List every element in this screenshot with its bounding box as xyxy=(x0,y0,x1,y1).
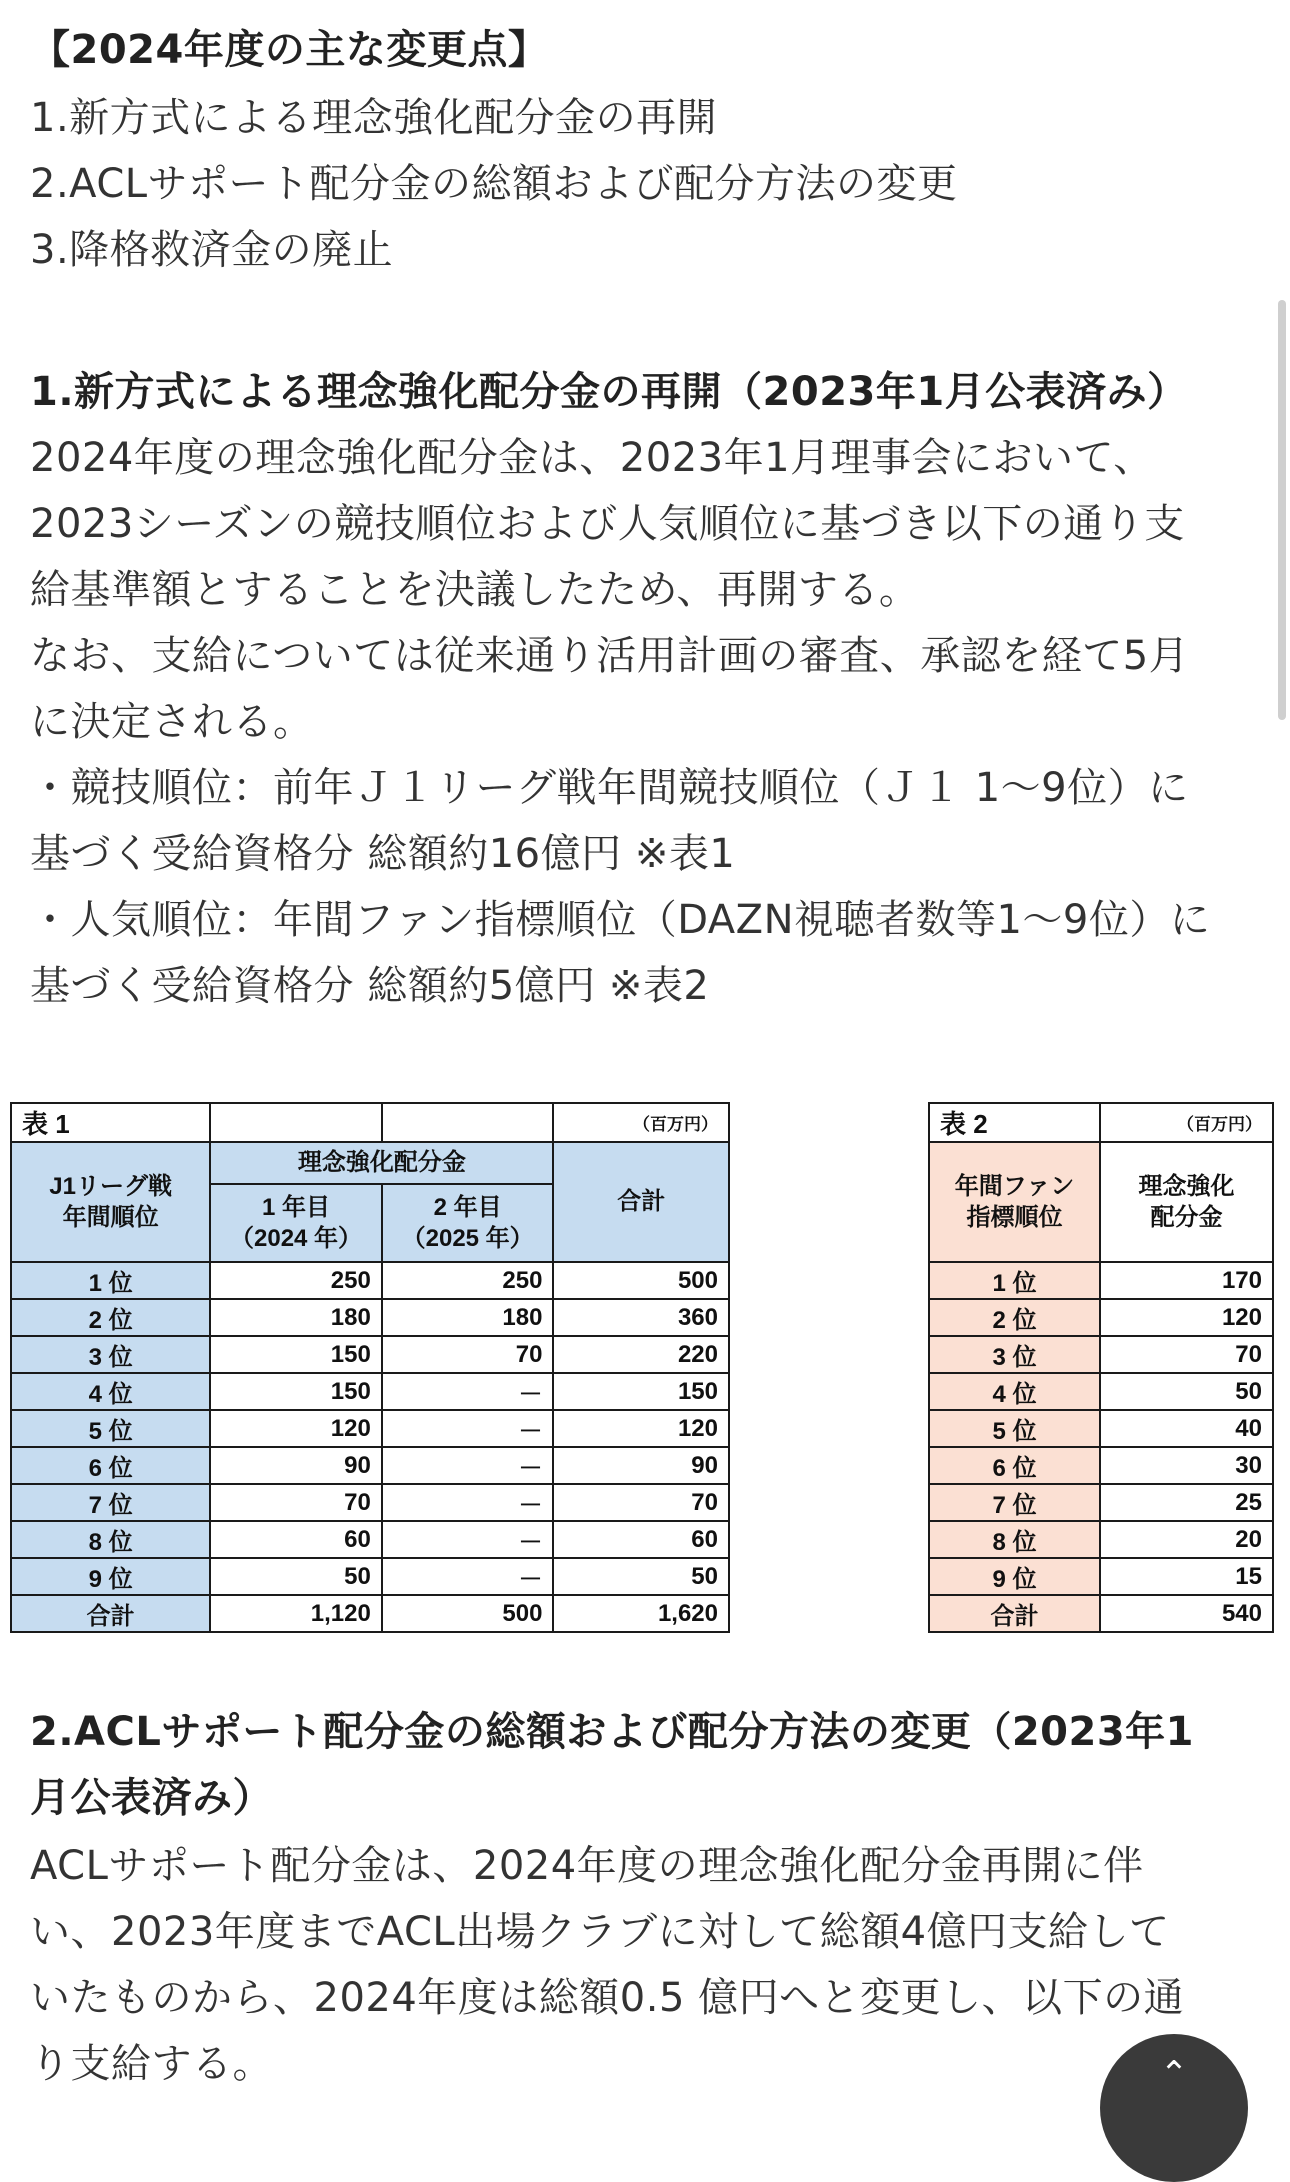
table-row xyxy=(11,1484,729,1521)
section1-line: 基づく受給資格分 総額約5億円 ※表2 xyxy=(30,963,710,1009)
total-cell: 90 xyxy=(553,1447,729,1484)
table-row xyxy=(929,1558,1273,1595)
table1-year2-header: 2 年目 （2025 年） xyxy=(382,1184,554,1262)
table-row xyxy=(929,1299,1273,1336)
rank-cell: 2 位 xyxy=(11,1299,210,1336)
value-cell: 170 xyxy=(1100,1262,1273,1299)
back-to-top-button[interactable] xyxy=(1100,2034,1248,2182)
table2-caption: 表 2 xyxy=(929,1103,1100,1142)
table-row xyxy=(11,1410,729,1447)
total-cell: 150 xyxy=(553,1373,729,1410)
table-row xyxy=(11,1336,729,1373)
year1-cell: 120 xyxy=(210,1410,382,1447)
summary-item: 1.新方式による理念強化配分金の再開 xyxy=(30,95,718,141)
section1-line: に決定される。 xyxy=(30,699,314,745)
section2-title: 2.ACLサポート配分金の総額および配分方法の変更（2023年1 xyxy=(30,1709,1194,1755)
table2-unit: （百万円） xyxy=(1100,1103,1273,1142)
table-row xyxy=(929,1484,1273,1521)
total-cell: 500 xyxy=(553,1262,729,1299)
year1-cell: 90 xyxy=(210,1447,382,1484)
year2-cell: 500 xyxy=(382,1595,554,1632)
year1-cell: 50 xyxy=(210,1558,382,1595)
table1-ranking-allocation xyxy=(10,1102,730,1633)
rank-cell: 9 位 xyxy=(11,1558,210,1595)
section1-line: 給基準額とすることを決議したため、再開する。 xyxy=(30,567,920,613)
table1-caption: 表 1 xyxy=(11,1103,210,1142)
table-row xyxy=(929,1262,1273,1299)
rank-cell: 8 位 xyxy=(11,1521,210,1558)
table2-body xyxy=(929,1262,1273,1632)
table-row xyxy=(929,1336,1273,1373)
rank-cell: 1 位 xyxy=(929,1262,1100,1299)
section1-line: 基づく受給資格分 総額約16億円 ※表1 xyxy=(30,831,736,877)
value-cell: 540 xyxy=(1100,1595,1273,1632)
summary-item: 2.ACLサポート配分金の総額および配分方法の変更 xyxy=(30,161,958,207)
rank-cell: 3 位 xyxy=(929,1336,1100,1373)
rank-cell: 9 位 xyxy=(929,1558,1100,1595)
table-row xyxy=(11,1521,729,1558)
year1-cell: 1,120 xyxy=(210,1595,382,1632)
rank-cell: 7 位 xyxy=(929,1484,1100,1521)
section2-line: いたものから、2024年度は総額0.5 億円へと変更し、以下の通 xyxy=(30,1975,1185,2021)
total-cell: 50 xyxy=(553,1558,729,1595)
chevron-up-icon: ⌃ xyxy=(1159,2054,1189,2094)
value-cell: 50 xyxy=(1100,1373,1273,1410)
year2-cell: － xyxy=(382,1447,554,1484)
rank-cell: 7 位 xyxy=(11,1484,210,1521)
table-row xyxy=(929,1373,1273,1410)
table-row xyxy=(11,1299,729,1336)
table2-value-header: 理念強化 配分金 xyxy=(1100,1142,1273,1262)
year2-cell: 70 xyxy=(382,1336,554,1373)
year1-cell: 250 xyxy=(210,1262,382,1299)
table1-rank-header: J1リーグ戦 年間順位 xyxy=(11,1142,210,1262)
rank-cell: 8 位 xyxy=(929,1521,1100,1558)
section1-line: 2023シーズンの競技順位および人気順位に基づき以下の通り支 xyxy=(30,501,1185,547)
value-cell: 15 xyxy=(1100,1558,1273,1595)
rank-cell: 合計 xyxy=(11,1595,210,1632)
year2-cell: 250 xyxy=(382,1262,554,1299)
value-cell: 30 xyxy=(1100,1447,1273,1484)
year2-cell: － xyxy=(382,1410,554,1447)
rank-cell: 5 位 xyxy=(11,1410,210,1447)
total-cell: 220 xyxy=(553,1336,729,1373)
rank-cell: 2 位 xyxy=(929,1299,1100,1336)
year2-cell: － xyxy=(382,1521,554,1558)
value-cell: 70 xyxy=(1100,1336,1273,1373)
rank-cell: 合計 xyxy=(929,1595,1100,1632)
value-cell: 20 xyxy=(1100,1521,1273,1558)
table2-rank-header: 年間ファン 指標順位 xyxy=(929,1142,1100,1262)
year2-cell: － xyxy=(382,1484,554,1521)
table1-year1-header: 1 年目 （2024 年） xyxy=(210,1184,382,1262)
section1-line: ・人気順位：年間ファン指標順位（DAZN視聴者数等1～9位）に xyxy=(30,897,1211,943)
year1-cell: 180 xyxy=(210,1299,382,1336)
summary-item: 3.降格救済金の廃止 xyxy=(30,227,394,273)
value-cell: 25 xyxy=(1100,1484,1273,1521)
year1-cell: 70 xyxy=(210,1484,382,1521)
page-scrollbar[interactable] xyxy=(1278,300,1286,720)
year1-cell: 150 xyxy=(210,1373,382,1410)
section2-title: 月公表済み） xyxy=(30,1775,273,1821)
total-cell: 120 xyxy=(553,1410,729,1447)
section1-title: 1.新方式による理念強化配分金の再開（2023年1月公表済み） xyxy=(30,369,1188,415)
table-row xyxy=(929,1447,1273,1484)
table-row xyxy=(929,1410,1273,1447)
section1-line: ・競技順位：前年Ｊ１リーグ戦年間競技順位（Ｊ１ 1～9位）に xyxy=(30,765,1189,811)
value-cell: 120 xyxy=(1100,1299,1273,1336)
rank-cell: 1 位 xyxy=(11,1262,210,1299)
rank-cell: 6 位 xyxy=(11,1447,210,1484)
summary-heading: 【2024年度の主な変更点】 xyxy=(30,27,549,73)
year1-cell: 60 xyxy=(210,1521,382,1558)
table-row xyxy=(11,1373,729,1410)
section1-line: 2024年度の理念強化配分金は、2023年1月理事会において、 xyxy=(30,435,1154,481)
table-row xyxy=(11,1262,729,1299)
table1-sum-row xyxy=(11,1595,729,1632)
table1-group-header: 理念強化配分金 xyxy=(210,1142,553,1184)
total-cell: 360 xyxy=(553,1299,729,1336)
table-row xyxy=(11,1447,729,1484)
rank-cell: 6 位 xyxy=(929,1447,1100,1484)
section2-line: い、2023年度までACL出場クラブに対して総額4億円支給して xyxy=(30,1909,1170,1955)
section2-line: ACLサポート配分金は、2024年度の理念強化配分金再開に伴 xyxy=(30,1843,1144,1889)
year2-cell: － xyxy=(382,1558,554,1595)
section1-line: なお、支給については従来通り活用計画の審査、承認を経て5月 xyxy=(30,633,1190,679)
rank-cell: 5 位 xyxy=(929,1410,1100,1447)
year2-cell: 180 xyxy=(382,1299,554,1336)
table2-sum-row xyxy=(929,1595,1273,1632)
table1-body xyxy=(11,1262,729,1632)
year1-cell: 150 xyxy=(210,1336,382,1373)
rank-cell: 4 位 xyxy=(11,1373,210,1410)
rank-cell: 4 位 xyxy=(929,1373,1100,1410)
total-cell: 1,620 xyxy=(553,1595,729,1632)
table1-total-header: 合計 xyxy=(553,1142,729,1262)
table-row xyxy=(929,1521,1273,1558)
year2-cell: － xyxy=(382,1373,554,1410)
table2-fan-index-allocation xyxy=(928,1102,1274,1633)
rank-cell: 3 位 xyxy=(11,1336,210,1373)
table1-unit: （百万円） xyxy=(553,1103,729,1142)
total-cell: 60 xyxy=(553,1521,729,1558)
total-cell: 70 xyxy=(553,1484,729,1521)
section2-line: り支給する。 xyxy=(30,2041,273,2087)
value-cell: 40 xyxy=(1100,1410,1273,1447)
table-row xyxy=(11,1558,729,1595)
